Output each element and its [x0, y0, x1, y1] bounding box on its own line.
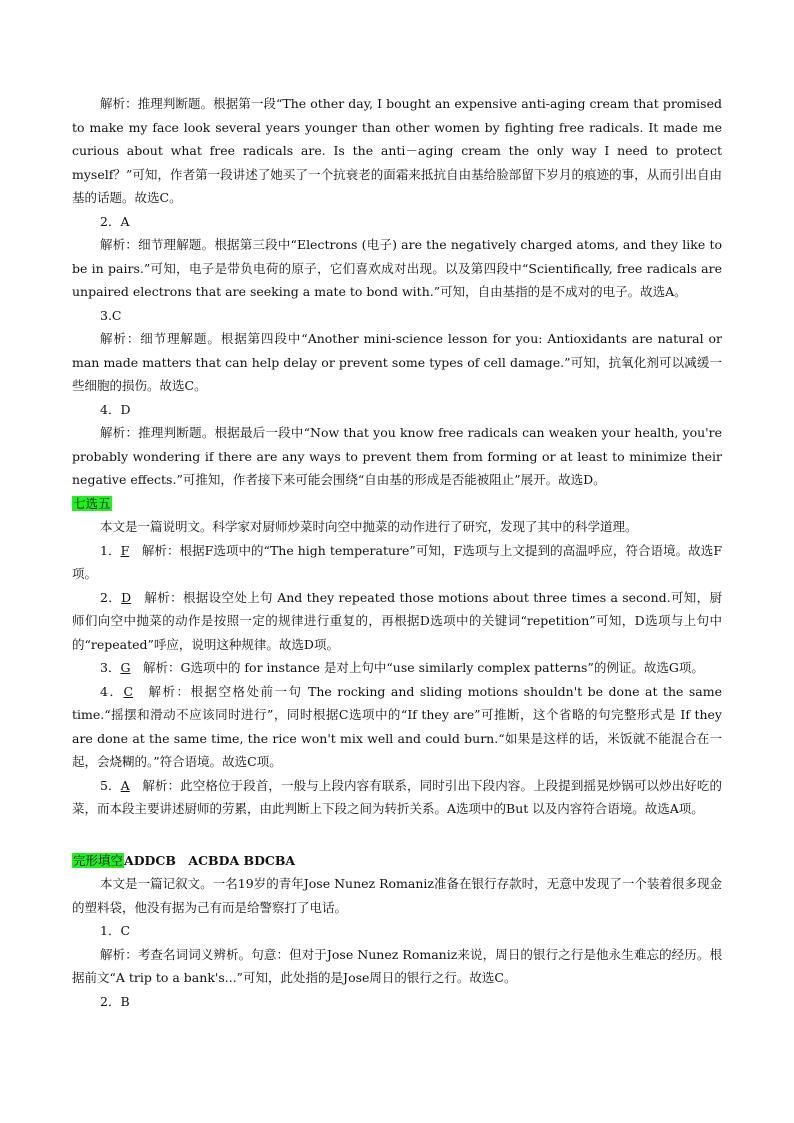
section-spacer	[72, 821, 722, 849]
reading-q3-label: 3.C	[100, 307, 122, 323]
reading-q4-label: 4．D	[100, 401, 131, 417]
seven-item-num: 4．	[100, 683, 124, 699]
seven-item-num: 3．	[100, 660, 121, 675]
seven-item-num: 5．	[100, 777, 121, 793]
section-heading-seven	[72, 492, 722, 516]
seven-item	[72, 680, 722, 774]
reading-q3-analysis: 解析：细节理解题。根据第四段中“Another mini-science lesson for you: Antioxidants are natural or man made matters that can help delay or prevent some types of cell damage.”可知，抗氧化剂可以减缓一些细胞的损伤。故选C。	[72, 331, 722, 393]
cloze-answers: ADDCB ACBDA BDCBA	[124, 852, 296, 868]
reading-q4-analysis: 解析：推理判断题。根据最后一段中“Now that you know free radicals can weaken your health, you're probably wondering if there are any ways to prevent them from forming or at least to minimize their negative effects.”可推知，作者接下来可能会围绕“自由基的形成是否能被阻止”展开。故选D。	[72, 425, 722, 487]
reading-q2-analysis: 解析：细节理解题。根据第三段中“Electrons (电子) are the negatively charged atoms, and they like to be in pairs.”可知，电子是带负电荷的原子，它们喜欢成对出现。以及第四段中“Scientifically, free radicals are unpaired electrons that are seeking a mate to bond with.”可知，自由基指的是不成对的电子。故选A。	[72, 237, 722, 299]
seven-item-text: 解析：根据空格处前一句 The rocking and sliding motions shouldn't be done at the same time.“摇摆和滑动不应该同时进行”，同时根据C选项中的“If they are”可推断，这个省略的句完整形式是 If they are done at the same time, the rice won't mix well and could burn.“如果是这样的话，米饭就不能混合在一起，会烧糊的。”符合语境。故选C项。	[72, 683, 722, 769]
seven-item	[72, 774, 722, 821]
section-heading-cloze	[72, 849, 722, 873]
seven-item	[72, 656, 722, 680]
answer-page	[72, 92, 722, 1013]
cloze-q2-label: 2．B	[100, 993, 130, 1009]
seven-item-answer: C	[123, 683, 134, 699]
seven-heading-highlight: 七选五	[73, 495, 111, 511]
seven-item-text: 解析：G选项中的 for instance 是对上句中“use similarly complex patterns”的例证。故选G项。	[130, 660, 704, 675]
seven-item-text: 解析：根据F选项中的“The high temperature”可知，F选项与上文提到的高温呼应，符合语境。故选F项。	[72, 542, 722, 581]
seven-item-answer: F	[120, 542, 130, 558]
reading-q1-analysis: 解析：推理判断题。根据第一段“The other day, I bought an expensive anti-aging cream that promised to make my face look several years younger than other women by fighting free radicals. It made me curious about what free radicals are. Is the anti－aging cream the only way I need to protect myself？”可知，作者第一段讲述了她买了一个抗衰老的面霜来抵抗自由基给脸部留下岁月的痕迹的事，从而引出自由基的话题。故选C。	[72, 96, 722, 205]
seven-item-text: 解析：此空格位于段首，一般与上段内容有联系，同时引出下段内容。上段提到摇晃炒锅可以炒出好吃的菜，而本段主要讲述厨师的劳累，由此判断上下段之间为转折关系。A选项中的But 以及内容符合语境。故选A项。	[72, 777, 723, 816]
seven-intro: 本文是一篇说明文。科学家对厨师炒菜时向空中抛菜的动作进行了研究，发现了其中的科学道理。	[100, 519, 638, 534]
seven-item-answer: G	[120, 660, 131, 675]
cloze-q1-analysis: 解析：考查名词词义辨析。句意：但对于Jose Nunez Romaniz来说，周日的银行之行是他永生难忘的经历。根据前文“A trip to a bank's...”可知，此处指的是Jose周日的银行之行。故选C。	[72, 946, 722, 985]
seven-item-num: 1．	[100, 542, 121, 558]
cloze-heading-highlight: 完形填空	[73, 852, 124, 868]
seven-item	[72, 586, 722, 657]
cloze-intro: 本文是一篇记叙文。一名19岁的青年Jose Nunez Romaniz准备在银行存款时，无意中发现了一个装着很多现金的塑料袋，他没有据为己有而是给警察打了电话。	[72, 876, 722, 915]
seven-item-num: 2．	[100, 589, 122, 605]
seven-item-text: 解析：根据设空处上句 And they repeated those motions about three times a second.可知，厨师们向空中抛菜的动作是按照一定的规律进行重复的，再根据D选项中的关键词“repetition”可知，D选项与上句中的“repeated”呼应，说明这种规律。故选D项。	[72, 589, 722, 652]
seven-item-answer: A	[120, 777, 130, 793]
cloze-q1-label: 1．C	[100, 923, 131, 938]
seven-item	[72, 539, 722, 586]
seven-item-answer: D	[121, 589, 132, 605]
reading-q2-label: 2．A	[100, 213, 130, 229]
